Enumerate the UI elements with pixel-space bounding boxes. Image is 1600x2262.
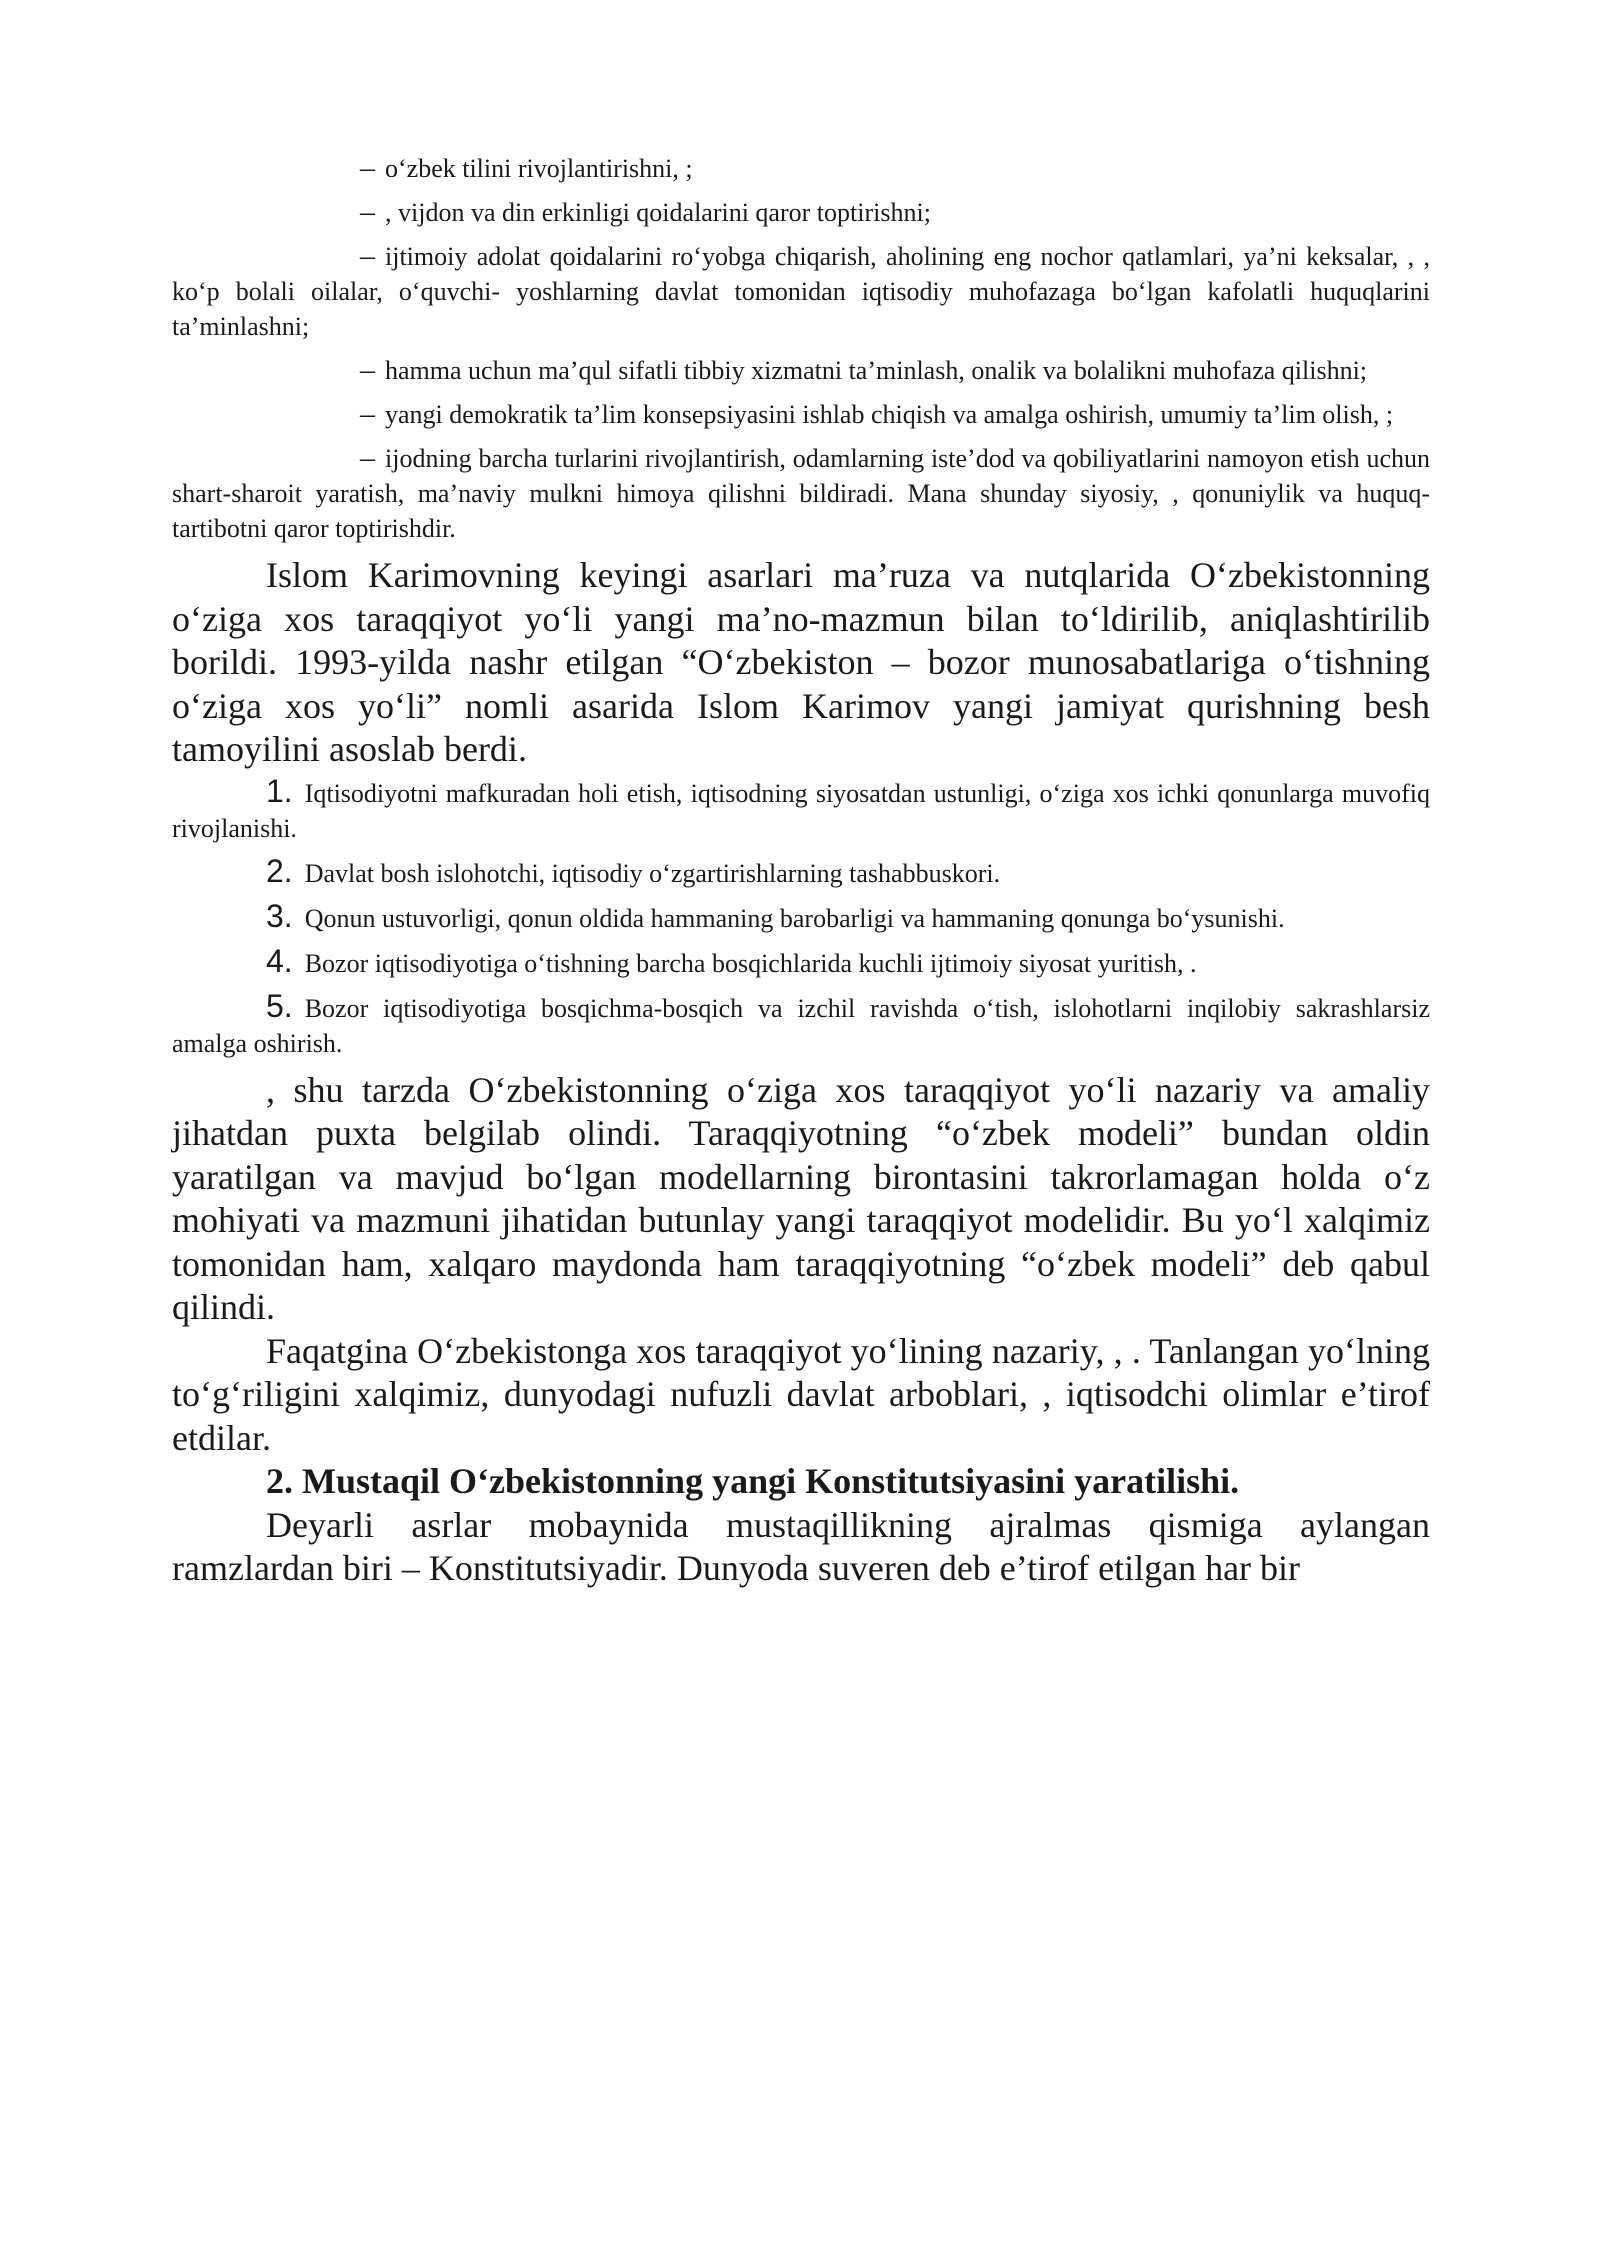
- principle-text: Qonun ustuvorligi, qonun oldida hammaning barobarligi va hammaning qonunga bo‘ysunishi.: [304, 903, 1285, 933]
- dash-item: – , vijdon va din erkinligi qoidalarini qaror toptirishni;: [172, 194, 1430, 230]
- principle-item: [172, 774, 1430, 846]
- document-page: [172, 150, 1430, 1591]
- principle-number: 2.: [266, 852, 293, 889]
- principle-item: [172, 989, 1430, 1061]
- principle-number: 5.: [266, 987, 293, 1024]
- principle-item: [172, 899, 1430, 936]
- body-paragraph: , shu tarzda O‘zbekistonning o‘ziga xos taraqqiyot yo‘li nazariy va amaliy jihatdan puxta belgilab olindi. Taraqqiyotning “o‘zbek modeli” bundan oldin yaratilgan va mavjud bo‘lgan modellarning birontasini takrorlamagan holda o‘z mohiyati va mazmuni jihatidan butunlay yangi taraqqiyot modelidir. Bu yo‘l xalqimiz tomonidan ham, xalqaro maydonda ham taraqqiyotning “o‘zbek modeli” deb qabul qilindi.: [172, 1069, 1430, 1327]
- principle-text: Bozor iqtisodiyotiga o‘tishning barcha bosqichlarida kuchli ijtimoiy siyosat yuritish, .: [304, 948, 1197, 978]
- principle-number: 1.: [266, 772, 293, 809]
- dash-item: – hamma uchun ma’qul sifatli tibbiy xizmatni ta’minlash, onalik va bolalikni muhofaza qilishni;: [172, 352, 1430, 388]
- body-paragraph: Faqatgina O‘zbekistonga xos taraqqiyot yo‘lining nazariy, , . Tanlangan yo‘lning to‘g‘riligini xalqimiz, dunyodagi nufuzli davlat arboblari, , iqtisodchi olimlar e’tirof etdilar.: [172, 1330, 1430, 1458]
- section-heading: 2. Mustaqil O‘zbekistonning yangi Konstitutsiyasini yaratilishi.: [266, 1461, 1240, 1501]
- dash-icon: –: [360, 151, 375, 184]
- body-paragraph: Islom Karimovning keyingi asarlari ma’ruza va nutqlarida O‘zbekistonning o‘ziga xos taraqqiyot yo‘li yangi ma’no-mazmun bilan to‘ldirilib, aniqlashtirilib borildi. 1993-yilda nashr etilgan “O‘zbekiston – bozor munosabatlariga o‘tishning o‘ziga xos yo‘li” nomli asarida Islom Karimov yangi jamiyat qurishning besh tamoyilini asoslab berdi.: [172, 555, 1430, 769]
- dash-item: – o‘zbek tilini rivojlantirishni, ;: [172, 150, 1430, 186]
- dash-icon: –: [360, 239, 375, 272]
- principle-text: Iqtisodiyotni mafkuradan holi etish, iqtisodning siyosatdan ustunligi, o‘ziga xos ichki qonunlarga muvofiq rivojlanishi.: [172, 778, 1430, 843]
- dash-icon: –: [360, 441, 375, 474]
- dash-icon: –: [360, 195, 375, 228]
- principle-text: Davlat bosh islohotchi, iqtisodiy o‘zgartirishlarning tashabbuskori.: [304, 858, 1001, 888]
- principle-number: 3.: [266, 897, 293, 934]
- dash-item: – ijtimoiy adolat qoidalarini ro‘yobga chiqarish, aholining eng nochor qatlamlari, ya’ni keksalar, , , ko‘p bolali oilalar, o‘quvchi- yoshlarning davlat tomonidan iqtisodiy muhofazaga bo‘lgan kafolatli huquqlarini ta’minlashni;: [172, 239, 1430, 341]
- body-paragraph: Deyarli asrlar mobaynida mustaqillikning ajralmas qismiga aylangan ramzlardan biri – Konstitutsiyadir. Dunyoda suveren deb e’tirof etilgan har bir: [172, 1504, 1430, 1588]
- dash-item: – yangi demokratik ta’lim konsepsiyasini ishlab chiqish va amalga oshirish, umumiy ta’lim olish, ;: [172, 396, 1430, 432]
- principle-number: 4.: [266, 942, 293, 979]
- principle-item: [172, 854, 1430, 891]
- principle-item: [172, 944, 1430, 981]
- dash-item: – ijodning barcha turlarini rivojlantirish, odamlarning iste’dod va qobiliyatlarini namoyon etish uchun shart-sharoit yaratish, ma’naviy mulkni himoya qilishni bildiradi. Mana shunday siyosiy, , qonuniylik va huquq-tartibotni qaror toptirishdir.: [172, 441, 1430, 543]
- principle-text: Bozor iqtisodiyotiga bosqichma-bosqich va izchil ravishda o‘tish, islohotlarni inqilobiy sakrashlarsiz amalga oshirish.: [172, 993, 1430, 1058]
- dash-icon: –: [360, 397, 375, 430]
- dash-icon: –: [360, 353, 375, 386]
